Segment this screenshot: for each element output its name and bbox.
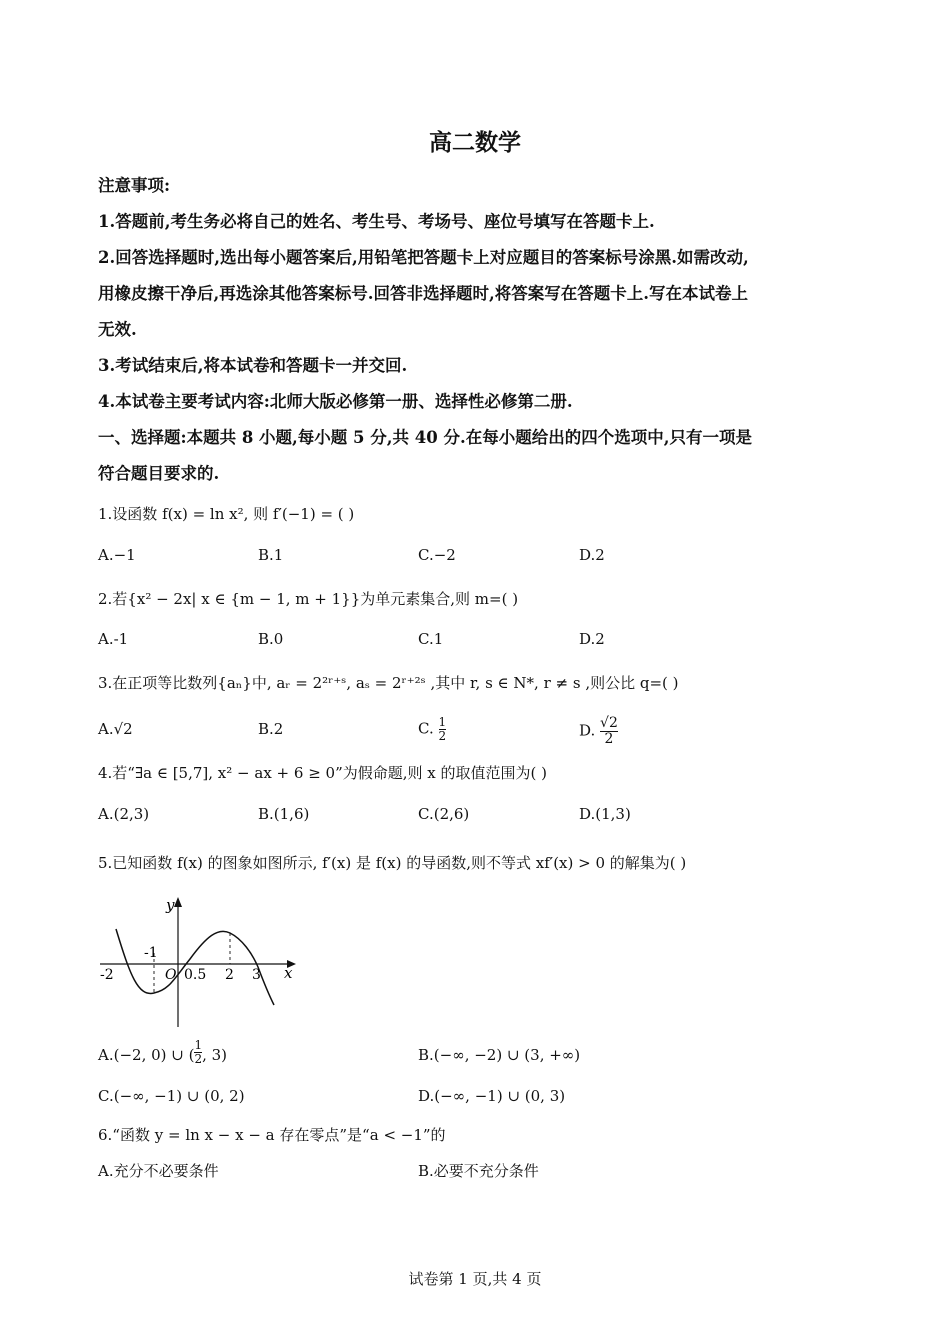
q3-option-d[interactable] <box>579 716 618 747</box>
q1-option-a[interactable]: A.−1 <box>98 546 136 564</box>
question-2-options <box>98 630 858 656</box>
label-neg2: -2 <box>100 967 114 983</box>
q2-option-b[interactable]: B.0 <box>258 630 284 648</box>
section-heading-a: 一、选择题:本题共 8 小题,每小题 5 分,共 40 分.在每小题给出的四个选项中,只有一项是 <box>98 428 752 447</box>
q3-option-a[interactable]: A.√2 <box>98 720 133 738</box>
question-4-options <box>98 805 858 831</box>
q3-d-numerator: √2 <box>600 715 618 731</box>
label-2: 2 <box>225 967 234 983</box>
q5-option-d[interactable]: D.(−∞, −1) ∪ (0, 3) <box>418 1087 566 1105</box>
question-5-options-row-2 <box>98 1087 858 1113</box>
q5-option-a-end: , 3) <box>202 1046 228 1064</box>
q3-option-d-fraction <box>600 716 618 747</box>
notice-item-3: 3.考试结束后,将本试卷和答题卡一并交回. <box>98 356 408 375</box>
notice-item-2a: 2.回答选择题时,选出每小题答案后,用铅笔把答题卡上对应题目的答案标号涂黑.如需改动, <box>98 248 749 267</box>
notice-heading: 注意事项: <box>98 176 171 195</box>
question-5-options-row-1 <box>98 1038 858 1076</box>
question-1: 1.设函数 f(x) = ln x², 则 f′(−1) = ( ) <box>98 505 355 523</box>
y-axis-label: y <box>166 896 175 914</box>
q1-option-b[interactable]: B.1 <box>258 546 284 564</box>
label-neg1: -1 <box>144 945 158 961</box>
page-footer: 试卷第 1 页,共 4 页 <box>408 1270 542 1288</box>
question-3-options <box>98 716 858 750</box>
q4-option-c[interactable]: C.(2,6) <box>418 805 470 823</box>
q1-option-d[interactable]: D.2 <box>579 546 605 564</box>
question-6-options <box>98 1160 858 1186</box>
q3-option-b[interactable]: B.2 <box>258 720 284 738</box>
notice-item-1: 1.答题前,考生务必将自己的姓名、考生号、考场号、座位号填写在答题卡上. <box>98 212 655 231</box>
q4-option-d[interactable]: D.(1,3) <box>579 805 631 823</box>
q1-option-c[interactable]: C.−2 <box>418 546 456 564</box>
label-3: 3 <box>252 967 261 983</box>
q3-c-numerator: 1 <box>438 715 447 729</box>
q5-option-a-fraction <box>194 1039 202 1066</box>
page-title: 高二数学 <box>429 129 521 156</box>
q5-a-numerator: 1 <box>194 1037 203 1052</box>
q3-option-c-fraction <box>439 716 447 743</box>
question-6: 6.“函数 y = ln x − x − a 存在零点”是“a < −1”的 <box>98 1126 446 1144</box>
x-axis-label: x <box>284 964 293 982</box>
q2-option-c[interactable]: C.1 <box>418 630 444 648</box>
q3-c-denominator: 2 <box>438 729 447 743</box>
notice-item-2b: 用橡皮擦干净后,再选涂其他答案标号.回答非选择题时,将答案写在答题卡上.写在本试卷上 <box>98 284 748 303</box>
q3-option-d-letter: D. <box>579 721 596 740</box>
question-3: 3.在正项等比数列{aₙ}中, aᵣ = 2²ʳ⁺ˢ, aₛ = 2ʳ⁺²ˢ ,其中 r, s ∈ N*, r ≠ s ,则公比 q=( ) <box>98 674 679 692</box>
y-axis-arrow <box>174 897 182 907</box>
function-graph <box>96 893 306 1031</box>
q3-d-denominator: 2 <box>604 731 614 747</box>
q5-option-b[interactable]: B.(−∞, −2) ∪ (3, +∞) <box>418 1046 581 1064</box>
q3-option-c-letter: C. <box>418 719 434 738</box>
q4-option-b[interactable]: B.(1,6) <box>258 805 310 823</box>
section-heading-b: 符合题目要求的. <box>98 464 220 483</box>
q6-option-a[interactable]: A.充分不必要条件 <box>98 1162 219 1180</box>
q5-option-a-start: A.(−2, 0) ∪ ( <box>98 1046 195 1064</box>
q4-option-a[interactable]: A.(2,3) <box>98 805 150 823</box>
notice-item-2c: 无效. <box>98 320 137 339</box>
q6-option-b[interactable]: B.必要不充分条件 <box>418 1162 539 1180</box>
question-2: 2.若{x² − 2x| x ∈ {m − 1, m + 1}}为单元素集合,则 m=( ) <box>98 590 519 608</box>
q5-a-denominator: 2 <box>194 1051 203 1066</box>
notice-item-4: 4.本试卷主要考试内容:北师大版必修第一册、选择性必修第二册. <box>98 392 573 411</box>
q5-option-a[interactable] <box>98 1037 228 1066</box>
origin-label: O <box>165 967 177 983</box>
q2-option-d[interactable]: D.2 <box>579 630 605 648</box>
q5-option-c[interactable]: C.(−∞, −1) ∪ (0, 2) <box>98 1087 245 1105</box>
q2-option-a[interactable]: A.-1 <box>98 630 129 648</box>
q3-option-c[interactable] <box>418 716 446 743</box>
question-5: 5.已知函数 f(x) 的图象如图所示, f′(x) 是 f(x) 的导函数,则不等式 xf′(x) > 0 的解集为( ) <box>98 854 687 872</box>
question-4: 4.若“∃a ∈ [5,7], x² − ax + 6 ≥ 0”为假命题,则 x 的取值范围为( ) <box>98 764 547 782</box>
question-1-options <box>98 546 858 572</box>
notice-block <box>98 168 868 492</box>
label-0-5: 0.5 <box>184 967 207 983</box>
